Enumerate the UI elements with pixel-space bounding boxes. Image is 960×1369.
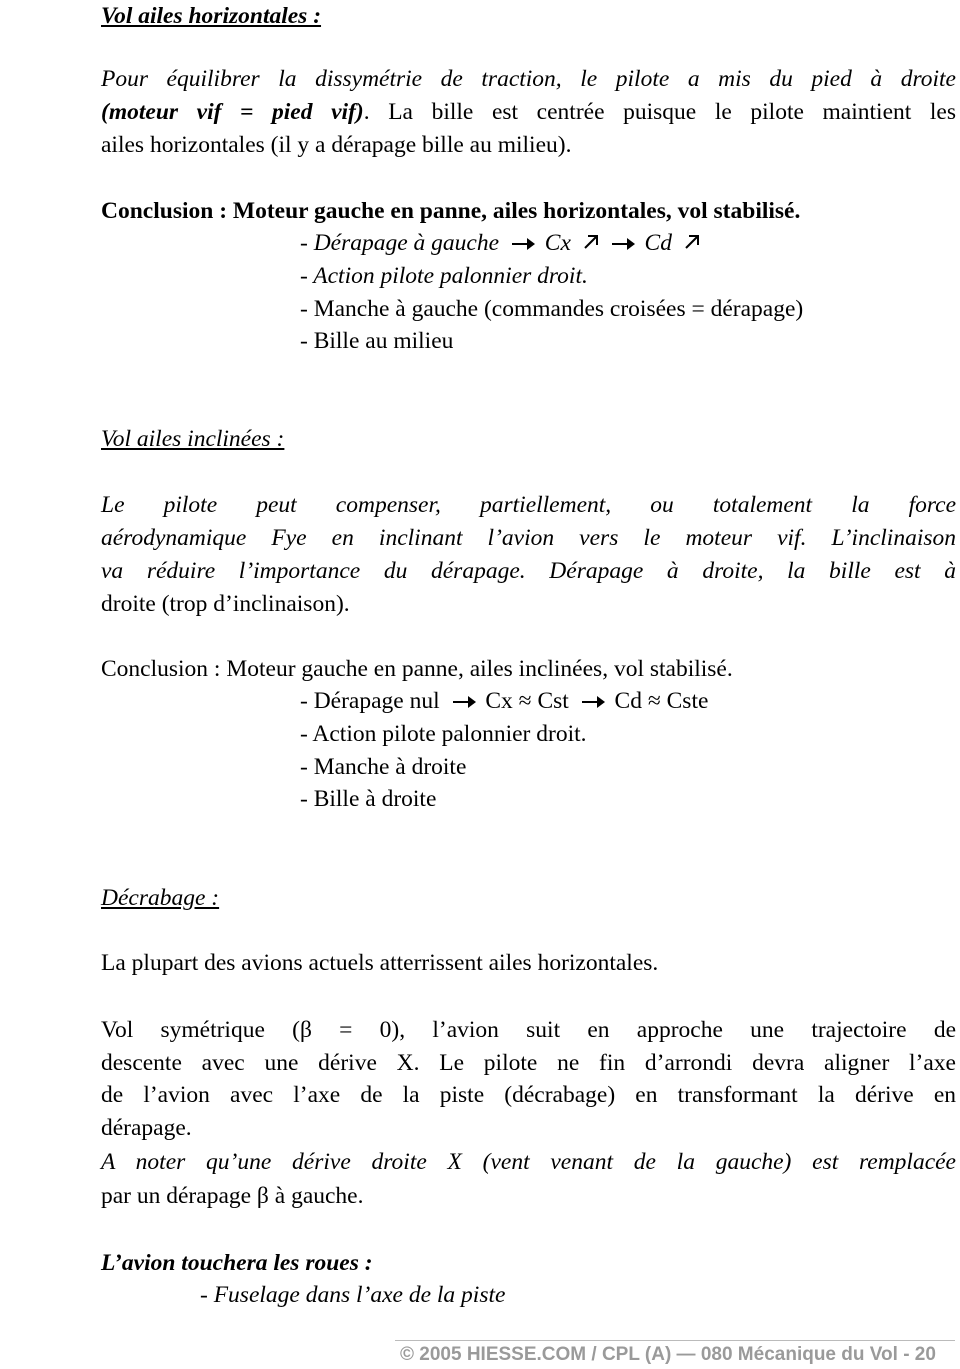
- up-right-arrow-icon: [583, 234, 599, 250]
- s1-bullet-bille: - Bille au milieu: [300, 328, 454, 354]
- s1-paragraph-line-2: (moteur vif = pied vif). La bille est centrée puisque le pilote maintient les: [101, 99, 956, 125]
- s2-paragraph-line-3: va réduire l’importance du dérapage. Dérapage à droite, la bille est à: [101, 558, 956, 584]
- s1-conclusion: Conclusion : Moteur gauche en panne, ailes horizontales, vol stabilisé.: [101, 198, 801, 224]
- s1-paragraph-line-3: ailes horizontales (il y a dérapage bille au milieu).: [101, 132, 572, 158]
- s1-bullet-manche: - Manche à gauche (commandes croisées = dérapage): [300, 296, 804, 322]
- s3-paragraph-2-line-1: Vol symétrique (β = 0), l’avion suit en approche une trajectoire de: [101, 1017, 956, 1043]
- right-arrow-icon: [581, 693, 607, 709]
- s1-bullet-palonnier: - Action pilote palonnier droit.: [300, 263, 588, 289]
- up-right-arrow-icon: [684, 234, 700, 250]
- s4-bullet-fuselage: - Fuselage dans l’axe de la piste: [200, 1282, 506, 1308]
- s2-bullet-derapage: - Dérapage nul Cx ≈ Cst Cd ≈ Cste: [300, 688, 709, 714]
- heading-vol-ailes-horizontales: Vol ailes horizontales :: [101, 3, 322, 29]
- s3-paragraph-2-line-5: A noter qu’une dérive droite X (vent venant de la gauche) est remplacée: [101, 1149, 956, 1175]
- heading-avion-touchera: L’avion touchera les roues :: [101, 1250, 373, 1276]
- right-arrow-icon: [452, 693, 478, 709]
- s3-paragraph-2-line-3: de l’avion avec l’axe de la piste (décrabage) en transformant la dérive en: [101, 1082, 956, 1108]
- right-arrow-icon: [611, 235, 637, 251]
- s1-bullet-derapage: - Dérapage à gauche Cx Cd: [300, 228, 700, 258]
- heading-decrabage: Décrabage :: [101, 885, 220, 911]
- s3-paragraph-2-line-2: descente avec une dérive X. Le pilote ne fin d’arrondi devra aligner l’axe: [101, 1050, 956, 1076]
- page-footer: © 2005 HIESSE.COM / CPL (A) — 080 Mécanique du Vol - 20: [400, 1344, 936, 1365]
- s2-paragraph-line-4: droite (trop d’inclinaison).: [101, 591, 350, 617]
- s2-bullet-bille: - Bille à droite: [300, 786, 437, 812]
- s1-paragraph-line-1: Pour équilibrer la dissymétrie de traction, le pilote a mis du pied à droite: [101, 66, 956, 92]
- s2-paragraph-line-2: aérodynamique Fye en inclinant l’avion vers le moteur vif. L’inclinaison: [101, 525, 956, 551]
- s2-conclusion: Conclusion : Moteur gauche en panne, ailes inclinées, vol stabilisé.: [101, 656, 733, 682]
- s3-paragraph-2-line-6: par un dérapage β à gauche.: [101, 1183, 364, 1209]
- right-arrow-icon: [511, 235, 537, 251]
- s2-bullet-manche: - Manche à droite: [300, 754, 467, 780]
- s2-paragraph-line-1: Le pilote peut compenser, partiellement, ou totalement la force: [101, 492, 956, 518]
- s2-bullet-palonnier: - Action pilote palonnier droit.: [300, 721, 587, 747]
- heading-vol-ailes-inclinees: Vol ailes inclinées :: [101, 426, 285, 452]
- s3-paragraph-2-line-4: dérapage.: [101, 1115, 192, 1141]
- s3-paragraph-1: La plupart des avions actuels atterrissent ailes horizontales.: [101, 950, 659, 976]
